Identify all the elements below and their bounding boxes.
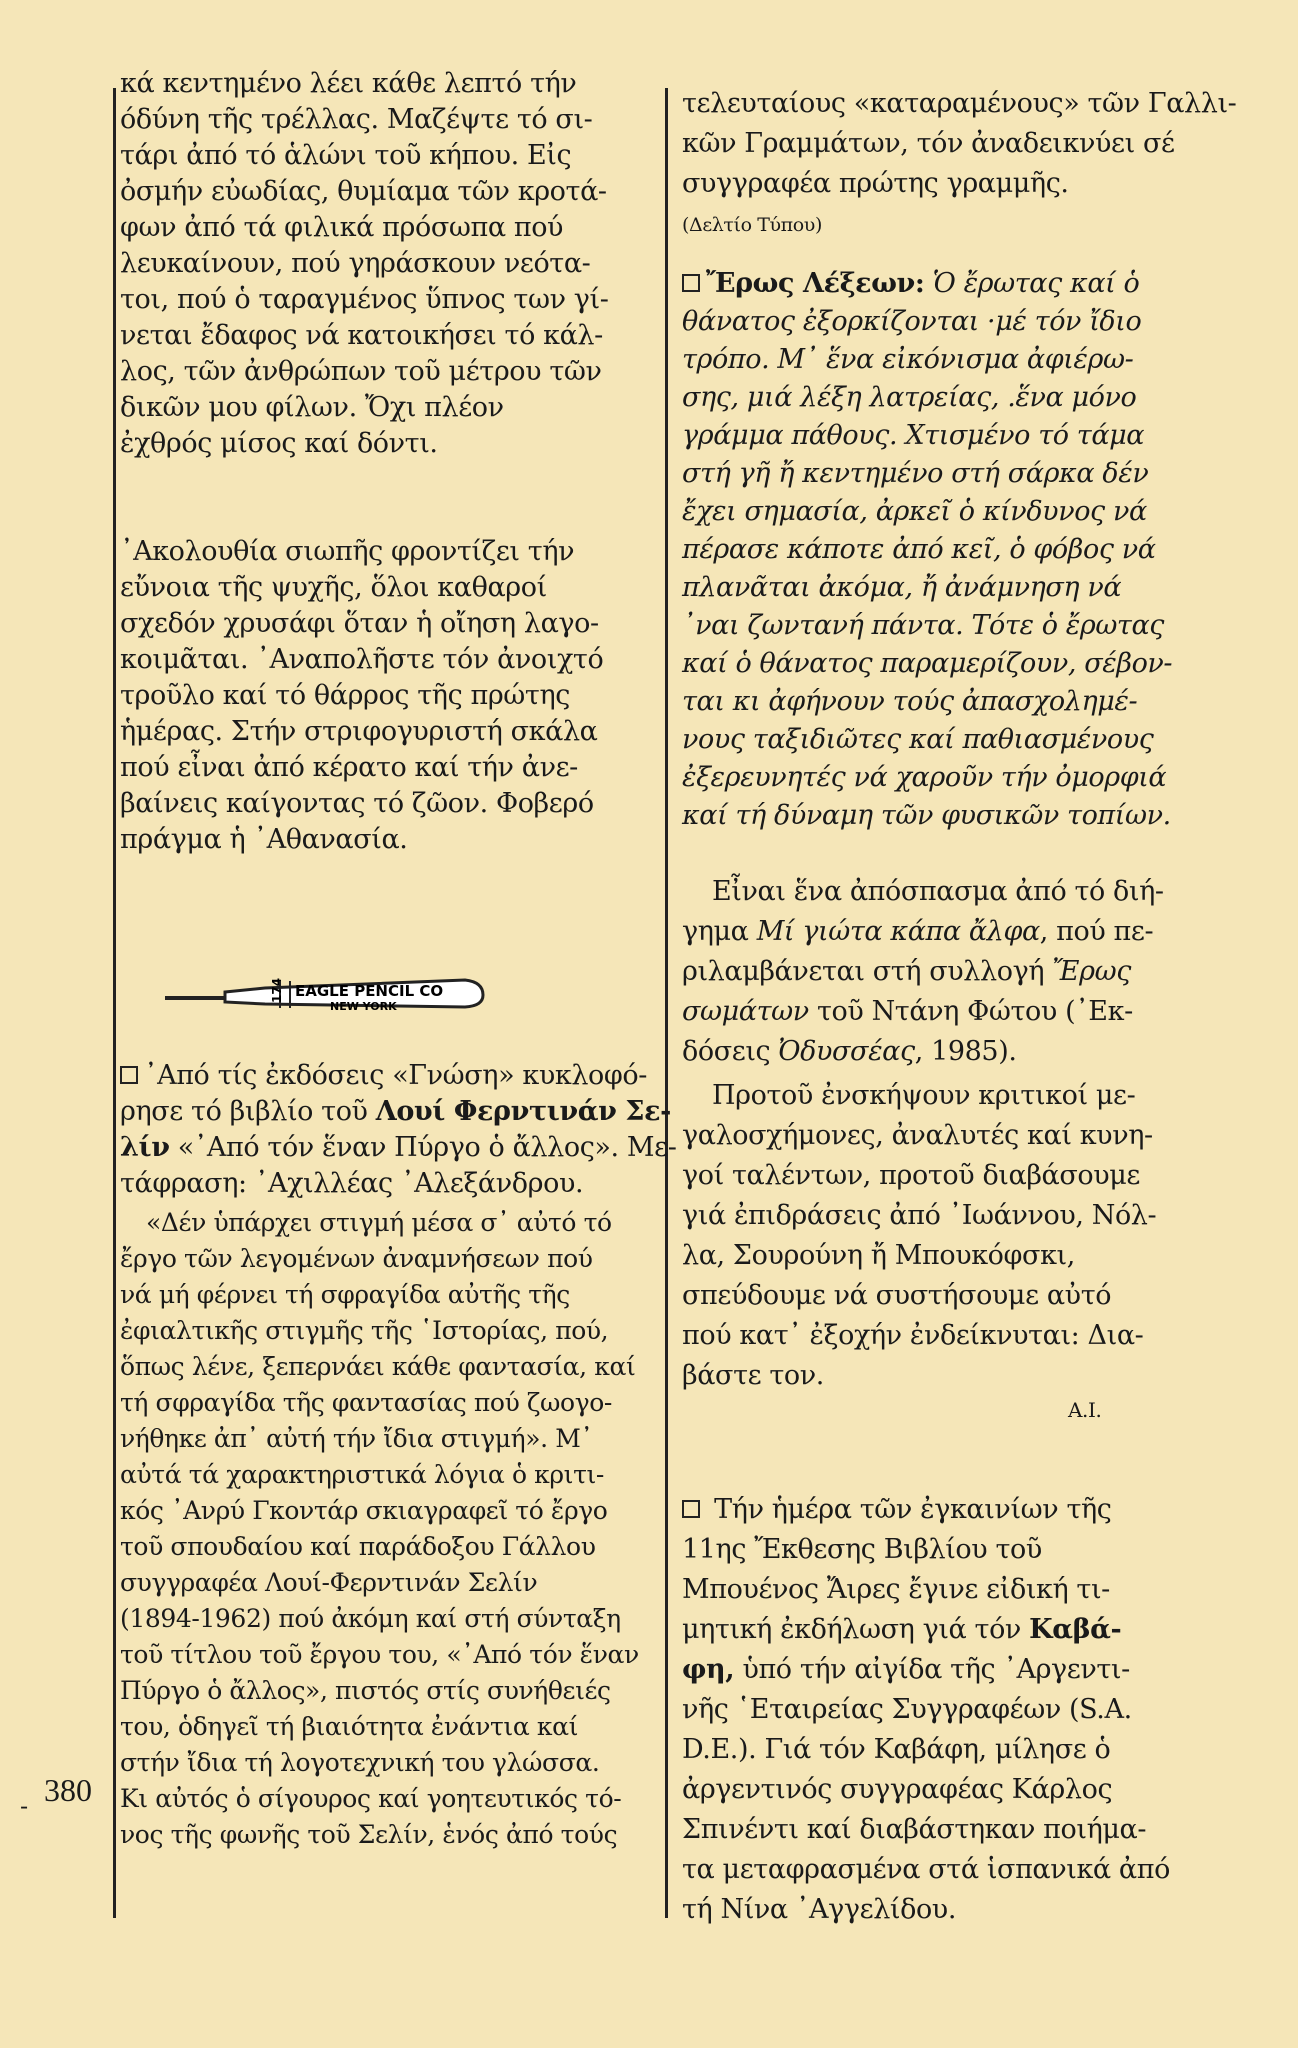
text-line: ἐφιαλτικῆς στιγμῆς τῆς ῾Ιστορίας, πού, [120, 1316, 609, 1345]
text-line: καί ὁ θάνατος παραμερίζουν, σέβον- [682, 648, 1173, 679]
collection-title-end: σωμάτων [682, 996, 809, 1027]
text-line: , πού πε- [1039, 916, 1154, 947]
text-line: «Δέν ὑπάρχει στιγμή μέσα σ᾿ αὐτό τό [146, 1208, 612, 1237]
text-line: «᾿Από τόν ἕναν Πύργο ὁ ἄλλος». Με- [169, 1132, 677, 1163]
text-line: ἐξερευνητές νά χαροῦν τήν ὀμορφιά [682, 762, 1167, 793]
text-line: πλανᾶται ἀκόμα, ἤ ἀνάμνηση νά [682, 572, 1122, 603]
text-line: 11ης Ἔκθεσης Βιβλίου τοῦ [682, 1534, 1042, 1565]
text-line: γημα [682, 916, 757, 947]
text-line: τροῦλο καί τό θάρρος τῆς πρώτης [120, 680, 570, 711]
text-line: τάφραση: ᾿Αχιλλέας ᾿Αλεξάνδρου. [120, 1168, 584, 1199]
checkbox-bullet-icon [682, 1500, 700, 1518]
text-line: Ὁ ἔρωτας καί ὁ [924, 268, 1140, 299]
section-title: Ἔρως Λέξεων: [706, 268, 925, 299]
author-name: Λουί Φερντινάν Σε- [375, 1096, 671, 1127]
pencil-number: 174 [270, 977, 284, 1003]
text-line: βαίνεις καίγοντας τό ζῶον. Φοβερό [120, 788, 594, 819]
text-line: δικῶν μου φίλων. Ὄχι πλέον [120, 392, 504, 423]
text-line: θάνατος ἐξορκίζονται ·μέ τόν ἴδιο [682, 306, 1142, 337]
text-line: ται κι ἀφήνουν τούς ἀπασχολημέ- [682, 686, 1138, 717]
text-line: ἔργο τῶν λεγομένων ἀναμνήσεων πού [120, 1244, 593, 1273]
text-line: ριλαμβάνεται στή συλλογή [682, 956, 1053, 987]
text-line: λευκαίνουν, πού γηράσκουν νεότα- [120, 248, 591, 279]
text-line: συγγραφέα πρώτης γραμμῆς. [682, 168, 1069, 199]
left-column-rule [113, 88, 116, 1918]
poet-name: Καβά- [1029, 1614, 1122, 1645]
text-line: ἀργεντινός συγγραφέας Κάρλος [682, 1774, 1113, 1805]
text-line: τελευταίους «καταραμένους» τῶν Γαλλι- [682, 88, 1237, 119]
text-line: ὑπό τήν αἰγίδα τῆς ᾿Αργεντι- [734, 1654, 1130, 1685]
text-line: Τήν ἡμέρα τῶν ἐγκαινίων τῆς [706, 1494, 1112, 1525]
page-number: 380 [44, 1772, 92, 1808]
checkbox-bullet-icon [682, 274, 700, 292]
text-line: του, ὁδηγεῖ τή βιαιότητα ἐνάντια καί [120, 1712, 578, 1741]
text-line: κοιμᾶται. ᾿Αναπολῆστε τόν ἀνοιχτό [120, 644, 604, 675]
story-title: Μί γιώτα κάπα ἄλφα [756, 916, 1040, 947]
text-line: D.E.). Γιά τόν Καβάφη, μίλησε ὁ [682, 1734, 1111, 1765]
text-line: γοί ταλέντων, προτοῦ διαβάσουμε [682, 1160, 1140, 1191]
text-line: τή Νίνα ᾿Αγγελίδου. [682, 1894, 957, 1925]
text-line: αὐτά τά χαρακτηριστικά λόγια ὁ κριτι- [120, 1460, 604, 1489]
text-line: λος, τῶν ἀνθρώπων τοῦ μέτρου τῶν [120, 356, 602, 387]
text-line: ᾿Από τίς ἐκδόσεις «Γνώση» κυκλοφό- [144, 1060, 647, 1091]
text-line: τοι, πού ὁ ταραγμένος ὕπνος των γί- [120, 284, 609, 315]
text-line: τοῦ Ντάνη Φώτου (᾿Εκ- [808, 996, 1133, 1027]
text-line: Σπινέντι καί διαβάστηκαν ποιήμα- [682, 1814, 1147, 1845]
author-initials: Α.Ι. [1068, 1398, 1102, 1422]
text-line: νήθηκε ἀπ᾿ αὐτή τήν ἴδια στιγμή». Μ᾿ [120, 1424, 593, 1453]
text-line: τή σφραγίδα τῆς φαντασίας πού ζωογο- [120, 1388, 612, 1417]
text-line: βάστε τον. [682, 1360, 824, 1391]
text-line: δόσεις [682, 1036, 779, 1067]
text-line: νος τῆς φωνῆς τοῦ Σελίν, ἑνός ἀπό τούς [120, 1820, 618, 1849]
text-line: σπεύδουμε νά συστήσουμε αὐτό [682, 1280, 1112, 1311]
text-line: νεται ἔδαφος νά κατοικήσει τό κάλ- [120, 320, 603, 351]
checkbox-bullet-icon [120, 1066, 138, 1084]
text-line: πέρασε κάποτε ἀπό κεῖ, ὁ φόβος νά [682, 534, 1156, 565]
text-line: κῶν Γραμμάτων, τόν ἀναδεικνύει σέ [682, 128, 1175, 159]
text-line: τρόπο. Μ᾿ ἕνα εἰκόνισμα ἀφιέρω- [682, 344, 1134, 375]
text-line: καί τή δύναμη τῶν φυσικῶν τοπίων. [682, 800, 1171, 831]
text-line: μητική ἐκδήλωση γιά τόν [682, 1614, 1030, 1645]
text-line: νους ταξιδιῶτες καί παθιασμένους [682, 724, 1154, 755]
text-line: γράμμα πάθους. Χτισμένο τό τάμα [682, 420, 1145, 451]
right-column-rule [665, 88, 668, 1918]
text-line: πού κατ᾿ ἐξοχήν ἐνδείκνυται: Δια- [682, 1320, 1144, 1351]
text-line: ἔχει σημασία, ἀρκεῖ ὁ κίνδυνος νά [682, 496, 1147, 527]
text-line: πράγμα ἡ ᾿Αθανασία. [120, 824, 408, 855]
margin-dash: - [20, 1792, 29, 1820]
text-line: Μπουένος Ἄιρες ἔγινε εἰδική τι- [682, 1574, 1110, 1605]
text-line: Προτοῦ ἐνσκήψουν κριτικοί με- [712, 1080, 1136, 1111]
text-line: στήν ἴδια τή λογοτεχνική του γλώσσα. [120, 1748, 600, 1777]
text-line: στή γῆ ἤ κεντημένο στή σάρκα δέν [682, 458, 1149, 489]
text-line: όδύνη τῆς τρέλλας. Μαζέψτε τό σι- [120, 104, 593, 135]
text-line: τοῦ τίτλου τοῦ ἔργου του, «᾿Από τόν ἕναν [120, 1640, 639, 1669]
text-line: ᾿Ακολουθία σιωπῆς φροντίζει τήν [120, 536, 575, 567]
pencil-brand: EAGLE PENCIL CO [295, 982, 444, 1000]
text-line: νῆς ῾Εταιρείας Συγγραφέων (S.A. [682, 1694, 1132, 1725]
text-line: τα μεταφρασμένα στά ἱσπανικά ἀπό [682, 1854, 1170, 1885]
text-line: , 1985). [914, 1036, 1017, 1067]
text-line: τάρι ἀπό τό ἁλώνι τοῦ κήπου. Εἰς [120, 140, 572, 171]
text-line: γαλοσχήμονες, ἀναλυτές καί κυνη- [682, 1120, 1153, 1151]
text-line: φων ἀπό τά φιλικά πρόσωπα πού [120, 212, 564, 243]
text-line: γιά ἐπιδράσεις ἀπό ᾿Ιωάννου, Νόλ- [682, 1200, 1157, 1231]
text-line: Πύργο ὁ ἄλλος», πιστός στίς συνήθειές [120, 1676, 611, 1705]
publisher-name: Ὀδυσσέας [778, 1036, 915, 1067]
poet-name-end: φη, [682, 1654, 735, 1685]
collection-title: Ἔρως [1052, 956, 1131, 987]
text-line: τοῦ σπουδαίου καί παράδοξου Γάλλου [120, 1532, 596, 1561]
text-line: κός ᾿Ανρύ Γκοντάρ σκιαγραφεῖ τό ἔργο [120, 1496, 608, 1525]
text-line: συγγραφέα Λουί-Φερντινάν Σελίν [120, 1568, 538, 1597]
pencil-city: NEW YORK [330, 1000, 397, 1012]
press-release-note: (Δελτίο Τύπου) [682, 214, 822, 236]
text-line: ἐχθρός μίσος καί δόντι. [120, 428, 438, 459]
text-line: σχεδόν χρυσάφι ὅταν ἡ οἴηση λαγο- [120, 608, 599, 639]
text-line: νά μή φέρνει τή σφραγίδα αὐτῆς τῆς [120, 1280, 570, 1309]
text-line: ὀσμήν εὐωδίας, θυμίαμα τῶν κροτά- [120, 176, 607, 207]
text-line: Κι αὐτός ὁ σίγουρος καί γοητευτικός τό- [120, 1784, 622, 1813]
text-line: κά κεντημένο λέει κάθε λεπτό τήν [120, 68, 577, 99]
text-line: λα, Σουρούνη ἤ Μπουκόφσκι, [682, 1240, 1075, 1271]
text-line: ᾿ναι ζωντανή πάντα. Τότε ὁ ἔρωτας [682, 610, 1165, 641]
pencil-nib-illustration [165, 962, 485, 1012]
text-line: εὔνοια τῆς ψυχῆς, ὅλοι καθαροί [120, 572, 547, 603]
text-line: Εἶναι ἕνα ἀπόσπασμα ἀπό τό διή- [712, 876, 1164, 907]
text-line: ρησε τό βιβλίο τοῦ [120, 1096, 376, 1127]
text-line: ὅπως λένε, ξεπερνάει κάθε φαντασία, καί [120, 1352, 636, 1381]
text-line: (1894-1962) πού ἀκόμη καί στή σύνταξη [120, 1604, 621, 1633]
text-line: πού εἶναι ἀπό κέρατο καί τήν ἀνε- [120, 752, 578, 783]
author-name-end: λίν [120, 1132, 170, 1163]
text-line: σης, μιά λέξη λατρείας, .ἕνα μόνο [682, 382, 1137, 413]
text-line: ἡμέρας. Στήν στριφογυριστή σκάλα [120, 716, 598, 747]
